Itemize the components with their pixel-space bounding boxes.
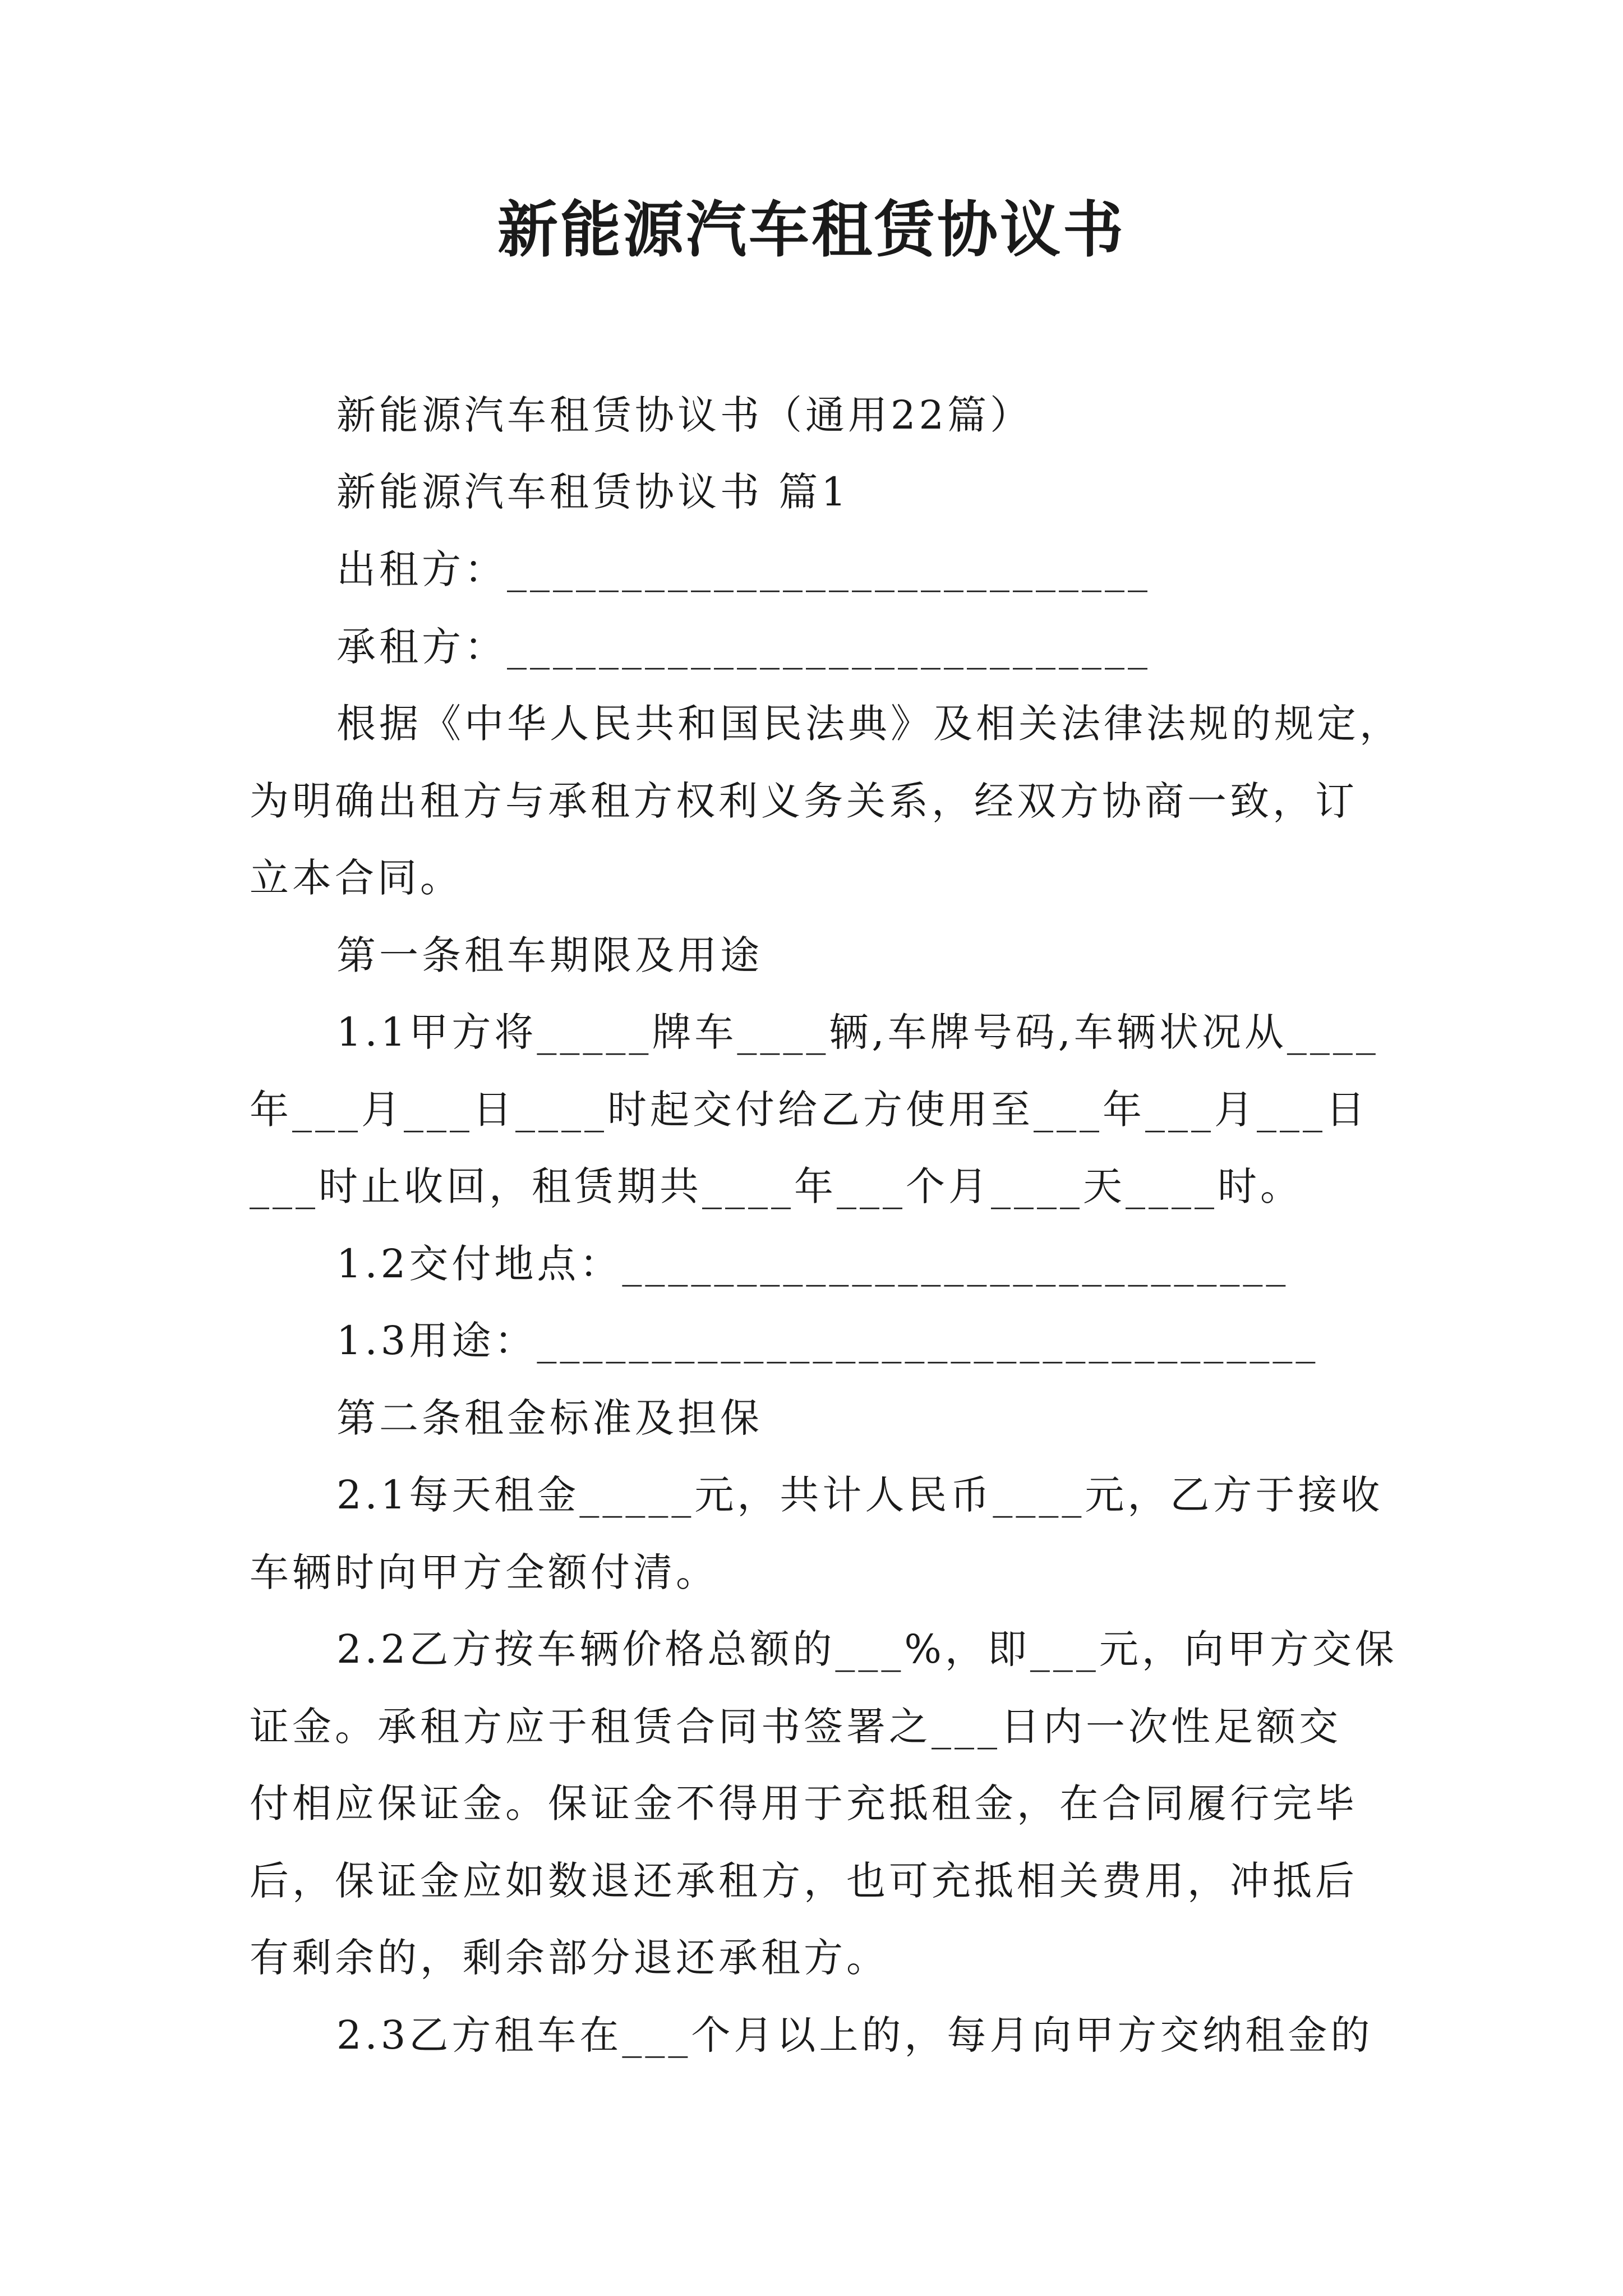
document-title: 新能源汽车租赁协议书 [497, 195, 1126, 265]
paragraph-line: 有剩余的，剩余部分退还承租方。 [250, 1935, 889, 1981]
paragraph-line: 年___月___日____时起交付给乙方使用至___年___月___日 [250, 1087, 1368, 1133]
paragraph-line: 根据《中华人民共和国民法典》及相关法律法规的规定， [336, 701, 1402, 747]
paragraph-line: 车辆时向甲方全额付清。 [250, 1549, 718, 1595]
paragraph-line: 为明确出租方与承租方权利义务关系，经双方协商一致，订 [250, 778, 1358, 824]
paragraph-line: ___时止收回，租赁期共____年___个月____天____时。 [250, 1163, 1303, 1209]
subtitle-line: 新能源汽车租赁协议书（通用22篇） [336, 392, 1033, 438]
paragraph-line: 证金。承租方应于租赁合同书签署之___日内一次性足额交 [250, 1704, 1341, 1750]
paragraph-line: 2.2乙方按车辆价格总额的___%，即___元，向甲方交保 [336, 1626, 1398, 1672]
paragraph-line: 2.3乙方租车在___个月以上的，每月向甲方交纳租金的 [336, 2012, 1373, 2058]
article-heading: 第一条租车期限及用途 [336, 932, 763, 978]
paragraph-line: 2.1每天租金_____元，共计人民币____元，乙方于接收 [336, 1472, 1384, 1518]
lessor-line: 出租方：____________________________ [336, 546, 1151, 592]
paragraph-line: 立本合同。 [250, 855, 463, 901]
article-heading: 第二条租金标准及担保 [336, 1395, 763, 1441]
lessee-line: 承租方：____________________________ [336, 624, 1151, 670]
paragraph-line: 1.2交付地点：_____________________________ [336, 1241, 1289, 1287]
section-heading: 新能源汽车租赁协议书 篇1 [336, 469, 850, 515]
paragraph-line: 1.3用途：__________________________________ [336, 1318, 1319, 1364]
paragraph-line: 1.1甲方将_____牌车____辆,车牌号码,车辆状况从____ [336, 1009, 1379, 1055]
paragraph-line: 付相应保证金。保证金不得用于充抵租金，在合同履行完毕 [250, 1780, 1358, 1826]
paragraph-line: 后，保证金应如数退还承租方，也可充抵相关费用，冲抵后 [250, 1858, 1358, 1904]
